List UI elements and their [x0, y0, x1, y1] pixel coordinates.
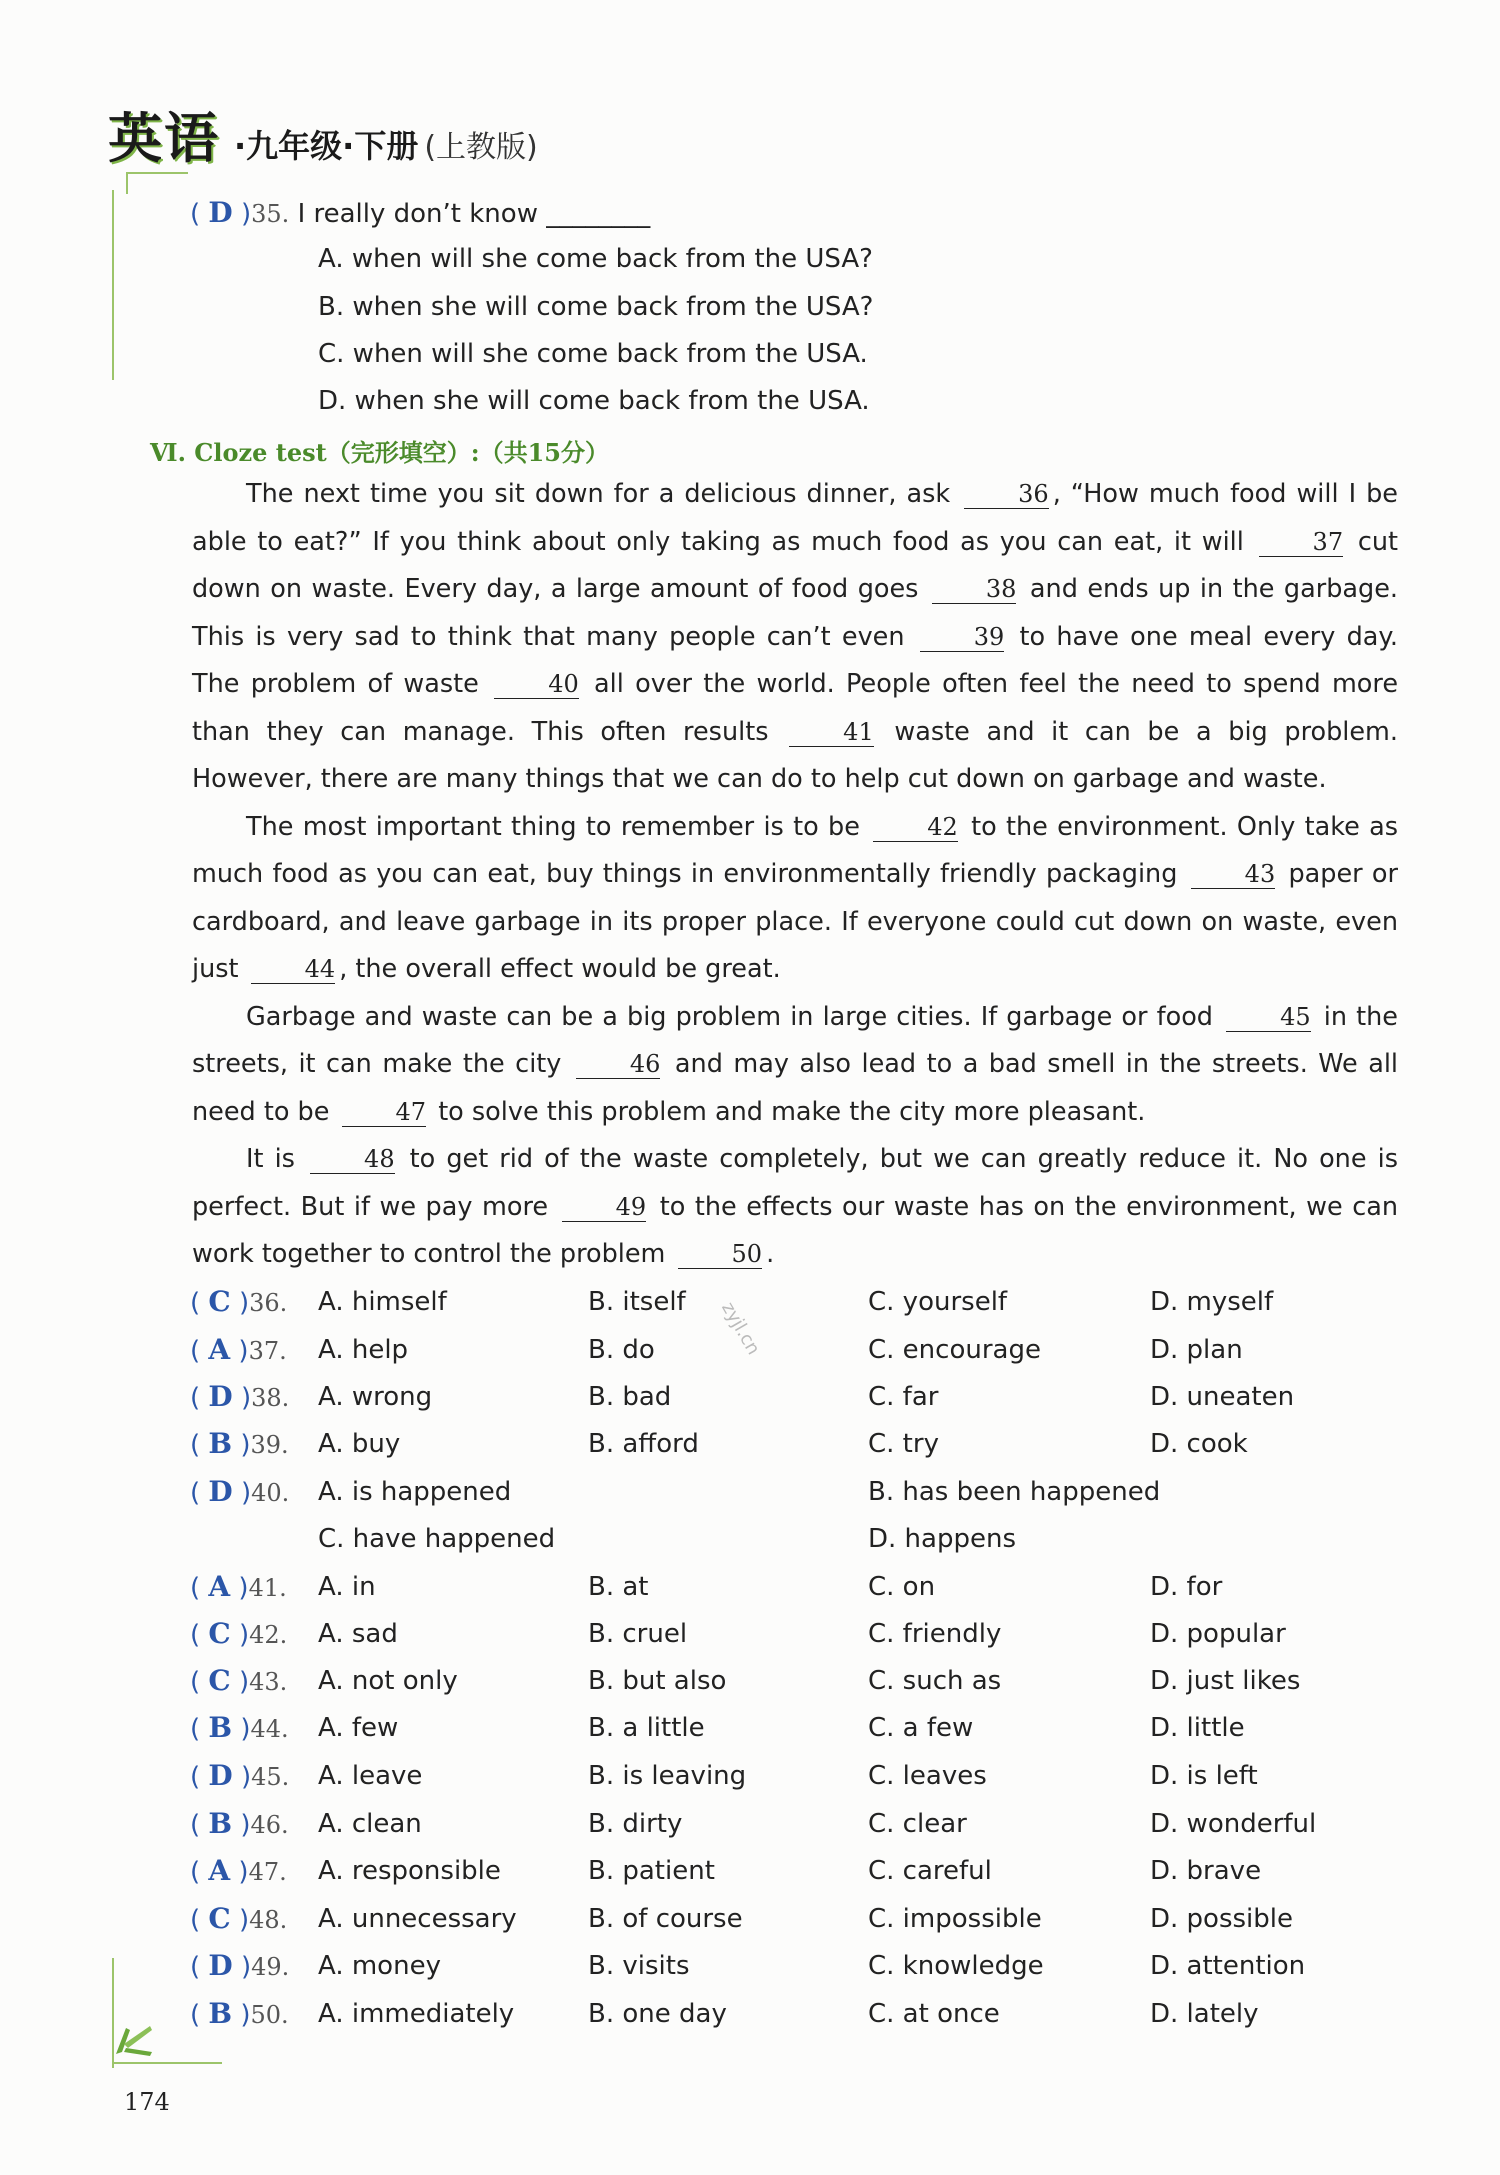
option-a: A. few: [318, 1713, 399, 1743]
answer: C: [208, 1285, 231, 1318]
option-c: C. such as: [868, 1666, 1002, 1696]
option-a: A. immediately: [318, 1999, 515, 2029]
passage-paragraph: The most important thing to remember is to be 42 to the environment. Only take as much food as you can eat, buy things in environmentally friendly packaging 43 paper or cardboard, and leave garbage in its proper place. If everyone could cut down on waste, even just 44 , the overall effect would be great.: [192, 811, 1399, 984]
blank-44: 44: [251, 955, 336, 984]
answer: D: [208, 1759, 233, 1792]
option-c: C. impossible: [868, 1904, 1042, 1934]
blank-39: 39: [920, 623, 1005, 652]
question-35: ( D )35. I really don’t know ________: [190, 196, 651, 229]
option-a: A. not only: [318, 1666, 458, 1696]
option-c: C. leaves: [868, 1761, 987, 1791]
question-number: 47.: [248, 1858, 287, 1886]
passage-paragraph: The next time you sit down for a delicious dinner, ask 36 , “How much food will I be able to eat?” If you think about only taking as much food as you can eat, it will 37 cut down on waste. Every day, a large amount of food goes 38 and ends up in the garbage. This is very sad to think that many people can’t even 39 to have one meal every day. The problem of waste 40 all over the world. People often feel the need to spend more than they can manage. This often results 41 waste and it can be a big problem. However, there are many things that we can do to help cut down on garbage and waste.: [192, 479, 1399, 794]
option-d: D. popular: [1150, 1619, 1286, 1649]
option-d: D. happens: [868, 1524, 1016, 1554]
subject-title: 英语: [108, 107, 220, 170]
blank-50: 50: [678, 1240, 763, 1269]
option-a: A. wrong: [318, 1382, 433, 1412]
answer: B: [208, 1997, 233, 2030]
option-d: D. lately: [1150, 1999, 1259, 2029]
option-a: A. responsible: [318, 1856, 501, 1886]
option-a: A. in: [318, 1572, 376, 1602]
question-row: ( C )36.: [190, 1285, 288, 1318]
option-b: B. at: [588, 1572, 649, 1602]
answer: B: [208, 1807, 233, 1840]
publisher-label: (上教版): [424, 130, 538, 165]
cloze-passage: [192, 471, 1398, 1279]
question-number: 39.: [250, 1431, 289, 1459]
answer: D: [208, 196, 233, 229]
option-b: B. cruel: [588, 1619, 688, 1649]
blank-47: 47: [342, 1098, 427, 1127]
option-c: C. knowledge: [868, 1951, 1044, 1981]
option-a: A. help: [318, 1335, 409, 1365]
answer: D: [208, 1380, 233, 1413]
answer: D: [208, 1949, 233, 1982]
question-row: ( B )39.: [190, 1427, 289, 1460]
question-row: ( D )49.: [190, 1949, 290, 1982]
blank-46: 46: [576, 1050, 661, 1079]
blank-37: 37: [1259, 528, 1344, 557]
option-c: C. have happened: [318, 1524, 556, 1554]
option-b: B. do: [588, 1335, 655, 1365]
option-c: C. yourself: [868, 1287, 1008, 1317]
question-number: 40.: [251, 1479, 290, 1507]
option-a: A. clean: [318, 1809, 422, 1839]
blank-42: 42: [873, 813, 958, 842]
option-a: A. sad: [318, 1619, 398, 1649]
question-number: 41.: [248, 1574, 287, 1602]
question-stem: I really don’t know ________: [297, 199, 651, 229]
option-c: C. encourage: [868, 1335, 1041, 1365]
header-deco-line: [126, 172, 128, 194]
question-row: ( B )44.: [190, 1711, 289, 1744]
page-header: [108, 96, 538, 173]
option-b: B. has been happened: [868, 1477, 1161, 1507]
blank-43: 43: [1191, 860, 1276, 889]
answer: D: [208, 1475, 233, 1508]
footer-deco-line: [112, 2062, 222, 2064]
question-row: ( A )37.: [190, 1333, 287, 1366]
option-d: D. uneaten: [1150, 1382, 1295, 1412]
q35-option-b: B. when she will come back from the USA?: [318, 292, 874, 322]
answer: B: [208, 1711, 233, 1744]
option-c: C. at once: [868, 1999, 1000, 2029]
question-number: 46.: [250, 1811, 289, 1839]
question-row: ( C )43.: [190, 1664, 288, 1697]
blank-36: 36: [964, 480, 1049, 509]
question-number: 45.: [251, 1763, 290, 1791]
option-d: D. myself: [1150, 1287, 1274, 1317]
question-number: 44.: [250, 1715, 289, 1743]
option-a: A. himself: [318, 1287, 447, 1317]
question-number: 36.: [249, 1289, 288, 1317]
option-d: D. plan: [1150, 1335, 1243, 1365]
option-d: D. for: [1150, 1572, 1223, 1602]
option-d: D. attention: [1150, 1951, 1306, 1981]
question-row: ( A )41.: [190, 1570, 287, 1603]
question-number: 43.: [249, 1668, 288, 1696]
grade-label: ·九年级·下册: [234, 127, 419, 165]
option-b: B. of course: [588, 1904, 743, 1934]
option-a: A. money: [318, 1951, 441, 1981]
option-b: B. one day: [588, 1999, 727, 2029]
question-number: 50.: [250, 2001, 289, 2029]
answer: A: [208, 1333, 231, 1366]
option-b: B. dirty: [588, 1809, 683, 1839]
option-b: B. bad: [588, 1382, 672, 1412]
option-a: A. buy: [318, 1429, 401, 1459]
answer: C: [208, 1664, 231, 1697]
option-b: B. patient: [588, 1856, 715, 1886]
q35-option-c: C. when will she come back from the USA.: [318, 339, 868, 369]
answer: C: [208, 1902, 231, 1935]
answer: A: [208, 1570, 231, 1603]
blank-40: 40: [494, 670, 579, 699]
option-b: B. visits: [588, 1951, 690, 1981]
option-b: B. a little: [588, 1713, 705, 1743]
option-b: B. but also: [588, 1666, 727, 1696]
question-row: ( D )38.: [190, 1380, 290, 1413]
blank-38: 38: [932, 575, 1017, 604]
option-c: C. on: [868, 1572, 936, 1602]
option-c: C. far: [868, 1382, 939, 1412]
section-title: Ⅵ. Cloze test（完形填空）:（共15分）: [150, 438, 609, 467]
blank-49: 49: [562, 1193, 647, 1222]
question-number: 42.: [249, 1621, 288, 1649]
question-row: ( D )40.: [190, 1475, 290, 1508]
option-b: B. is leaving: [588, 1761, 747, 1791]
option-b: B. itself: [588, 1287, 686, 1317]
question-row: ( C )42.: [190, 1617, 288, 1650]
question-number: 37.: [248, 1337, 287, 1365]
question-number: 48.: [249, 1906, 288, 1934]
option-c: C. clear: [868, 1809, 967, 1839]
option-a: A. leave: [318, 1761, 423, 1791]
question-number: 49.: [251, 1953, 290, 1981]
answer: C: [208, 1617, 231, 1650]
option-a: A. is happened: [318, 1477, 512, 1507]
question-row: ( C )48.: [190, 1902, 288, 1935]
page-number: 174: [124, 2088, 170, 2116]
option-d: D. brave: [1150, 1856, 1262, 1886]
header-deco-line: [126, 172, 188, 174]
answer: A: [208, 1854, 231, 1887]
option-d: D. little: [1150, 1713, 1245, 1743]
q35-option-a: A. when will she come back from the USA?: [318, 244, 873, 274]
question-row: ( D )45.: [190, 1759, 290, 1792]
option-b: B. afford: [588, 1429, 699, 1459]
option-d: D. is left: [1150, 1761, 1258, 1791]
option-d: D. just likes: [1150, 1666, 1301, 1696]
passage-paragraph: Garbage and waste can be a big problem in large cities. If garbage or food 45 in the streets, it can make the city 46 and may also lead to a bad smell in the streets. We all need to be 47 to solve this problem and make the city more pleasant.: [192, 1001, 1399, 1127]
option-d: D. cook: [1150, 1429, 1248, 1459]
blank-48: 48: [310, 1145, 395, 1174]
question-number: 38.: [251, 1384, 290, 1412]
question-number: 35.: [251, 200, 290, 228]
leaf-icon: [112, 2022, 156, 2058]
blank-45: 45: [1226, 1003, 1311, 1032]
answer: B: [208, 1427, 233, 1460]
blank-41: 41: [789, 718, 874, 747]
option-d: D. possible: [1150, 1904, 1293, 1934]
option-c: C. careful: [868, 1856, 992, 1886]
option-c: C. a few: [868, 1713, 974, 1743]
watermark: zyjl.cn: [717, 1298, 764, 1359]
option-c: C. try: [868, 1429, 939, 1459]
option-c: C. friendly: [868, 1619, 1002, 1649]
passage-paragraph: It is 48 to get rid of the waste completely, but we can greatly reduce it. No one is perfect. But if we pay more 49 to the effects our waste has on the environment, we can work together to control the problem 50 .: [192, 1144, 1399, 1269]
question-row: ( B )46.: [190, 1807, 289, 1840]
q35-option-d: D. when she will come back from the USA.: [318, 386, 870, 416]
margin-deco-line: [112, 190, 114, 380]
option-d: D. wonderful: [1150, 1809, 1317, 1839]
option-a: A. unnecessary: [318, 1904, 517, 1934]
question-row: ( B )50.: [190, 1997, 289, 2030]
question-row: ( A )47.: [190, 1854, 287, 1887]
